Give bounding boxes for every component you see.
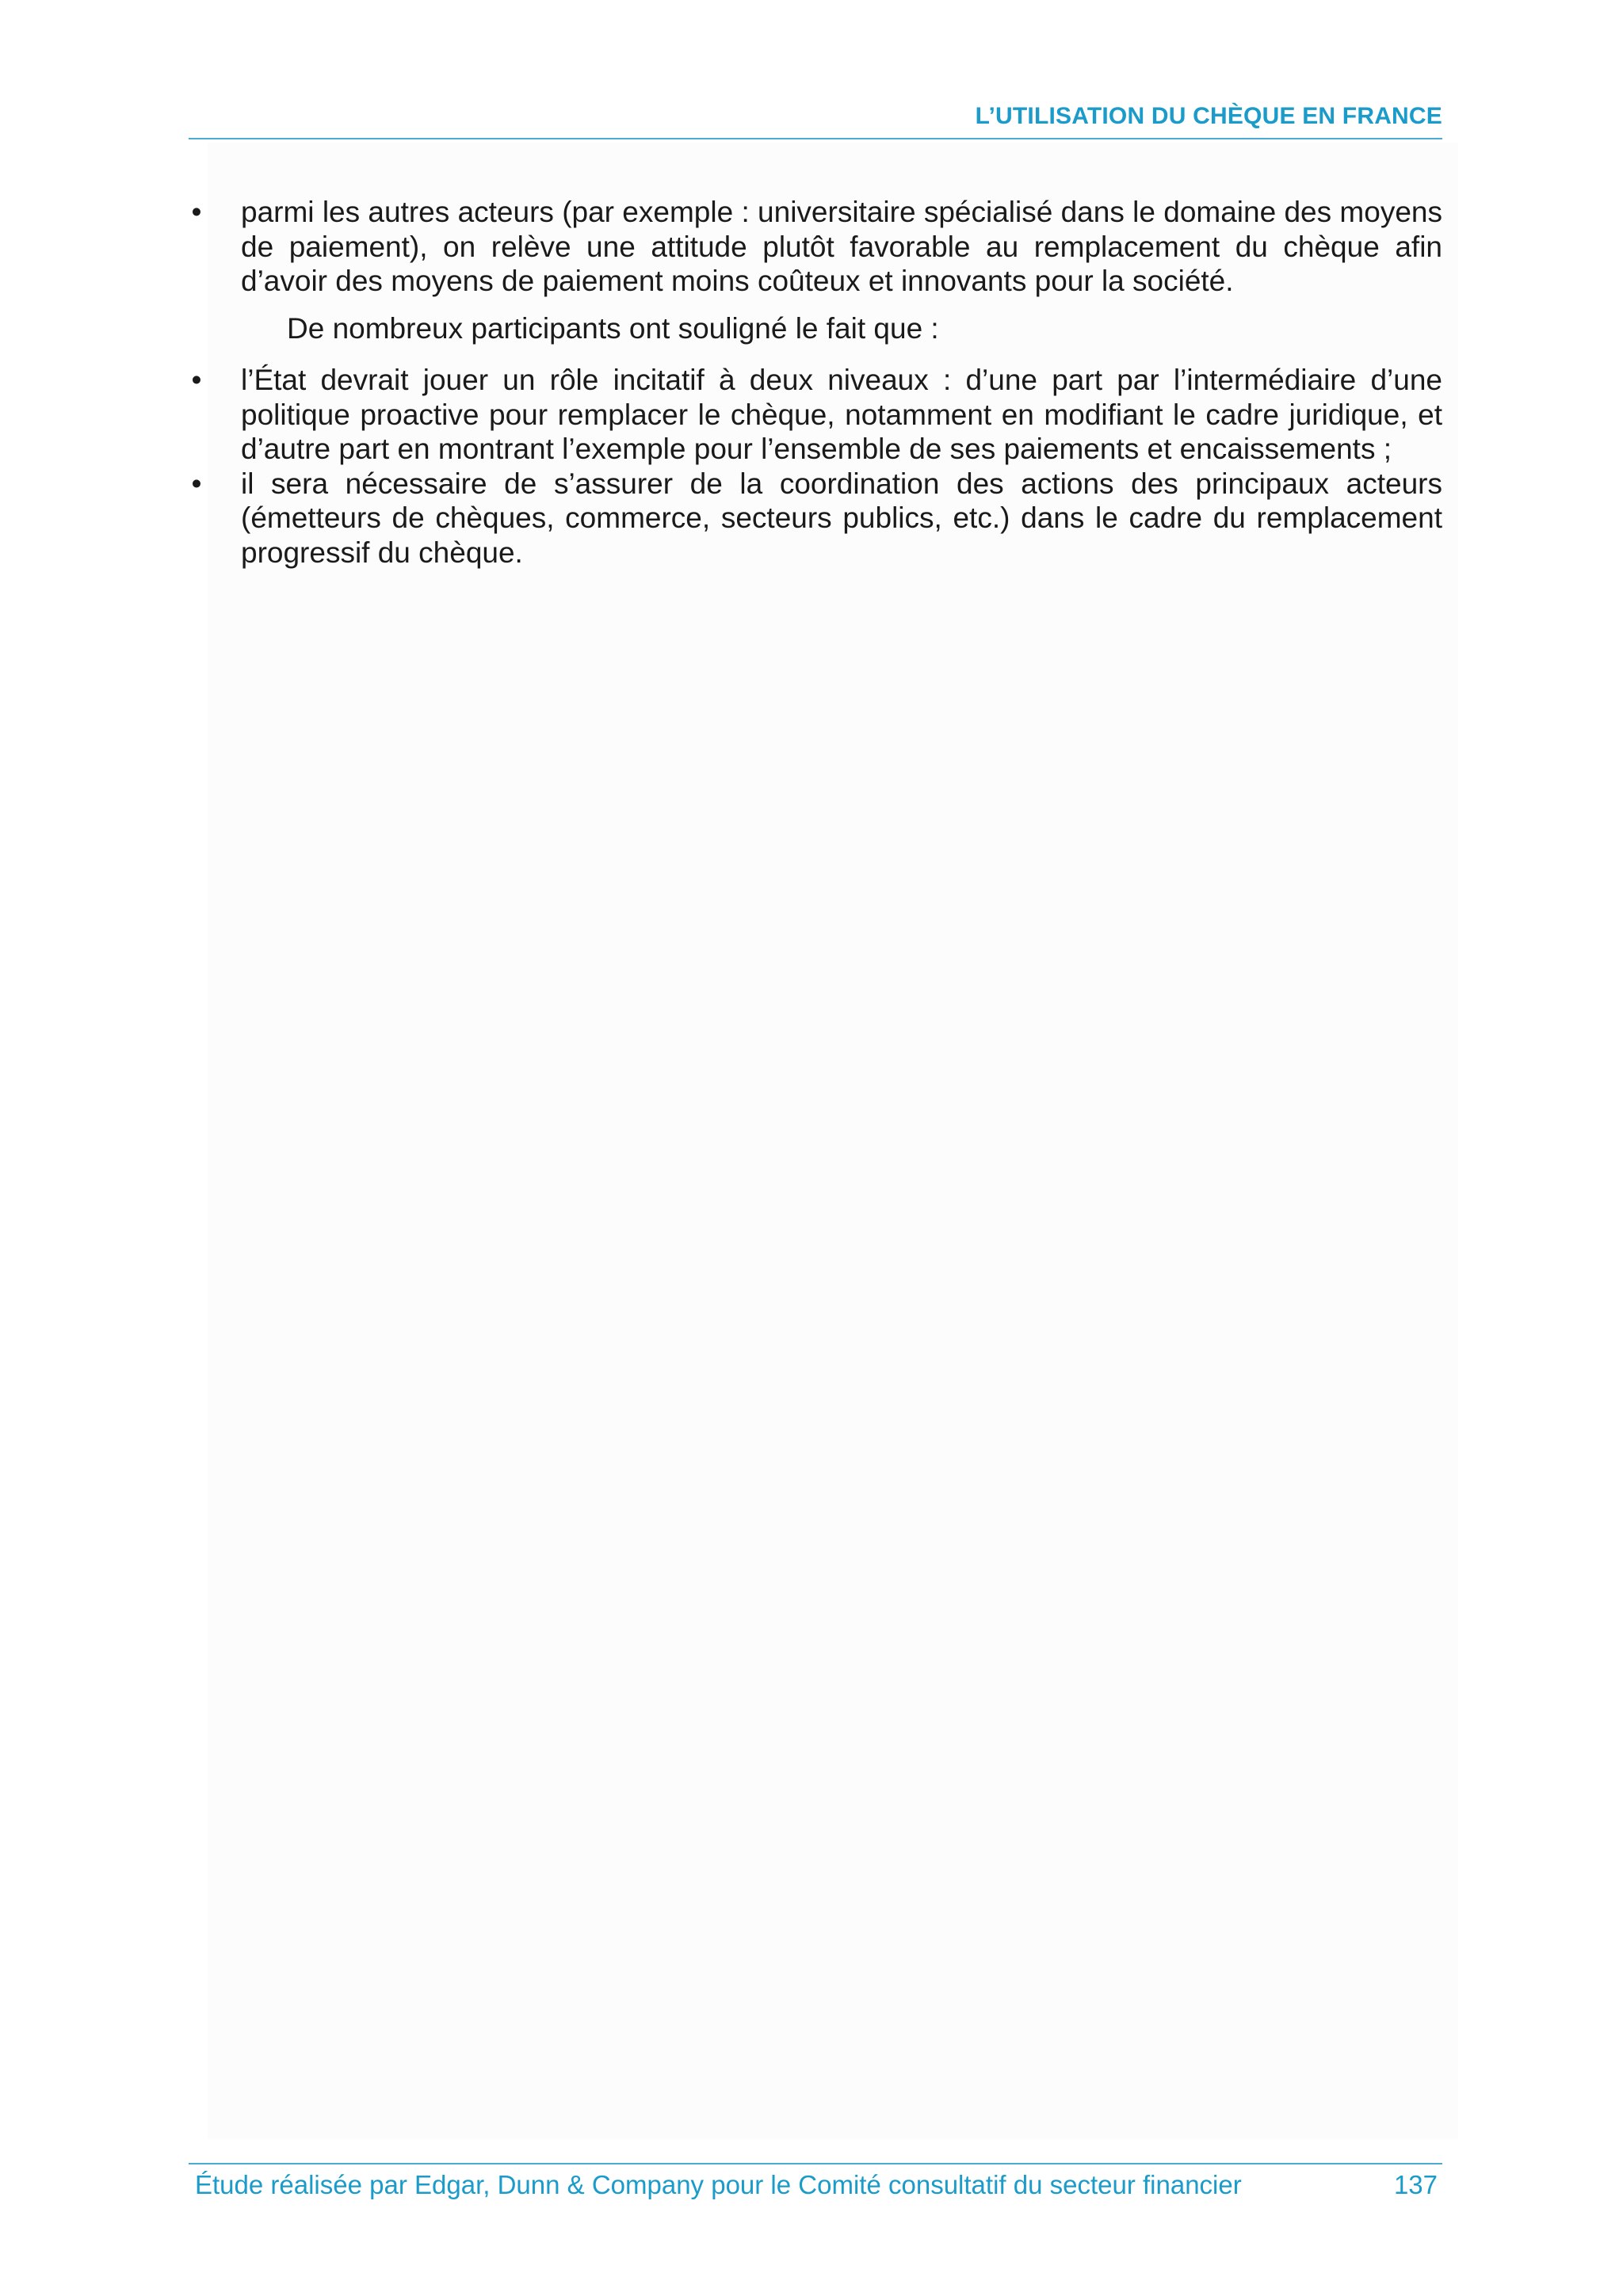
running-header: L’UTILISATION DU CHÈQUE EN FRANCE	[975, 103, 1442, 129]
bullet-list-1	[189, 195, 1442, 299]
footer-rule	[189, 2163, 1442, 2164]
bullet-list-2	[189, 363, 1442, 570]
header-rule	[189, 138, 1442, 139]
list-item	[189, 363, 1442, 467]
page-number: 137	[1393, 2170, 1438, 2199]
list-item-text: l’État devrait jouer un rôle incitatif à deux niveaux : d’une part par l’intermédiaire d’une politique proactive pour remplacer le chèque, notamment en modifiant le cadre juridique, et d’autre part en montrant l’exemple pour l’ensemble de ses paiements et encaissements ;	[241, 364, 1442, 465]
body-text	[189, 195, 1442, 570]
list-item	[189, 195, 1442, 299]
list-item	[189, 467, 1442, 570]
footer-credit: Étude réalisée par Edgar, Dunn & Company pour le Comité consultatif du secteur financier	[195, 2170, 1242, 2199]
bullet-icon: •	[191, 364, 202, 396]
bullet-icon: •	[191, 467, 202, 500]
bullet-icon: •	[191, 196, 202, 228]
list-item-text: parmi les autres acteurs (par exemple : universitaire spécialisé dans le domaine des moyens de paiement), on relève une attitude plutôt favorable au remplacement du chèque afin d’avoir des moyens de paiement moins coûteux et innovants pour la société.	[241, 196, 1442, 297]
list-item-text: il sera nécessaire de s’assurer de la coordination des actions des principaux acteurs (émetteurs de chèques, commerce, secteurs publics, etc.) dans le cadre du remplacement progressif du chèque.	[241, 467, 1442, 569]
paragraph: De nombreux participants ont souligné le fait que :	[287, 311, 939, 345]
